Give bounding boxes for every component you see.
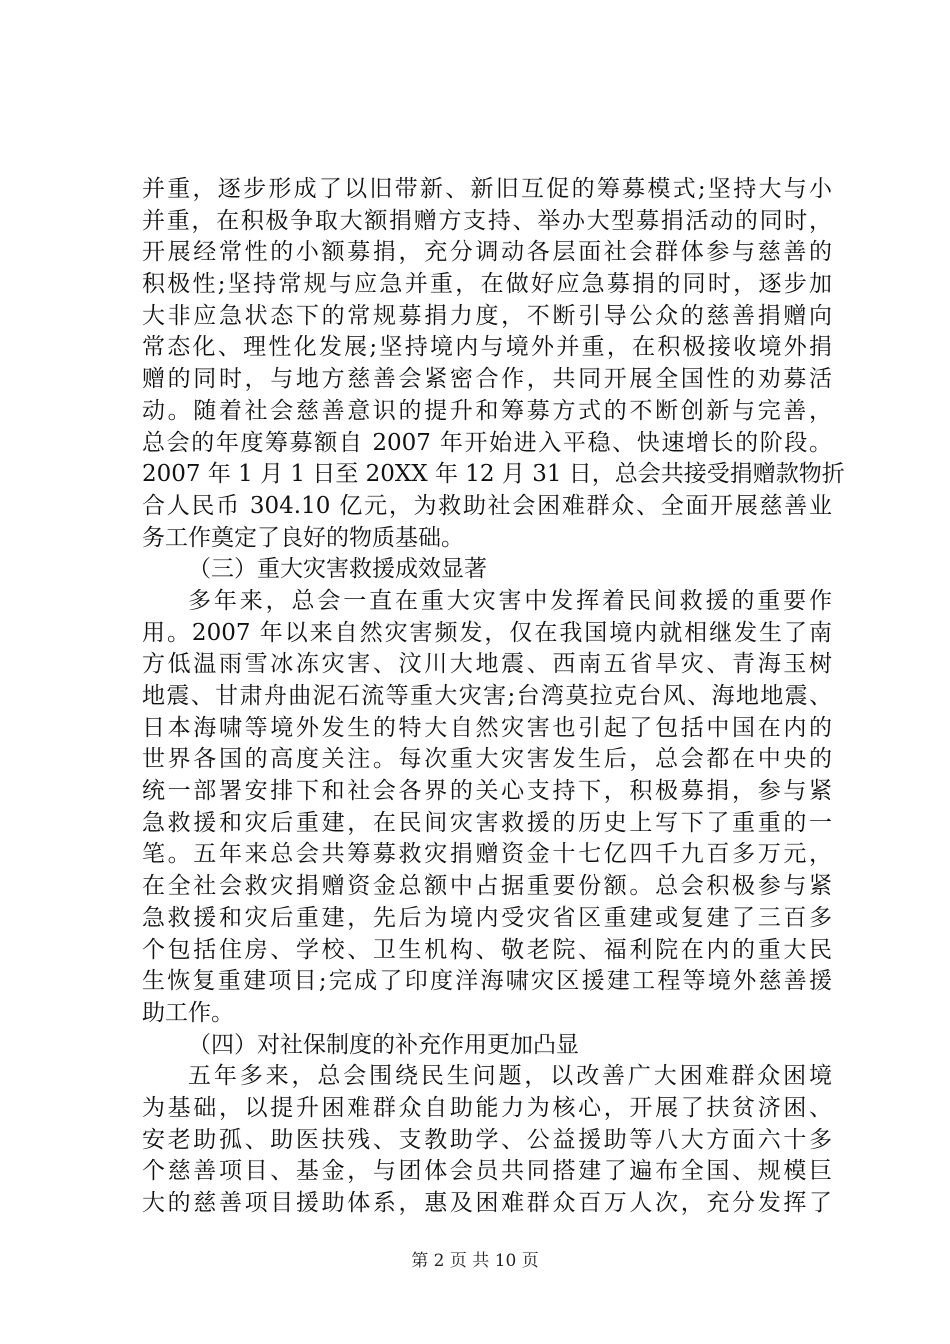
paragraph-line: 个慈善项目、基金，与团体会员共同搭建了遍布全国、规模巨 — [142, 1158, 832, 1185]
paragraph-line: 日本海啸等境外发生的特大自然灾害也引起了包括中国在内的 — [142, 714, 832, 741]
paragraph-line: 安老助孤、助医扶残、支教助学、公益援助等八大方面六十多 — [142, 1126, 832, 1153]
paragraph-line: 五年多来，总会围绕民生问题，以改善广大困难群众困境 — [188, 1063, 832, 1090]
paragraph-line: 赠的同时，与地方慈善会紧密合作，共同开展全国性的劝募活 — [142, 366, 832, 393]
paragraph-line: 生恢复重建项目;完成了印度洋海啸灾区援建工程等境外慈善援 — [142, 968, 832, 995]
paragraph-line: 多年来，总会一直在重大灾害中发挥着民间救援的重要作 — [188, 587, 832, 614]
paragraph-line: 地震、甘肃舟曲泥石流等重大灾害;台湾莫拉克台风、海地地震、 — [142, 683, 832, 709]
page-footer: 第 2 页 共 10 页 — [411, 1251, 539, 1271]
paragraph-line: 合人民币 304.10 亿元，为救助社会困难群众、全面开展慈善业 — [142, 492, 832, 519]
paragraph-line: 世界各国的高度关注。每次重大灾害发生后，总会都在中央的 — [142, 746, 832, 773]
paragraph-line: 统一部署安排下和社会各界的关心支持下，积极募捐，参与紧 — [142, 778, 832, 805]
paragraph-line: 总会的年度筹募额自 2007 年开始进入平稳、快速增长的阶段。 — [142, 429, 832, 456]
section-heading: （四）对社保制度的补充作用更加凸显 — [188, 1031, 579, 1058]
paragraph-line: 为基础，以提升困难群众自助能力为核心，开展了扶贫济困、 — [142, 1094, 832, 1121]
paragraph-line: 动。随着社会慈善意识的提升和筹募方式的不断创新与完善， — [142, 397, 832, 424]
document-body — [142, 174, 845, 1220]
paragraph-line: 2007 年 1 月 1 日至 20XX 年 12 月 31 日，总会共接受捐赠款物折 — [142, 461, 845, 488]
paragraph-line: 急救援和灾后重建，先后为境内受灾省区重建或复建了三百多 — [142, 904, 832, 931]
paragraph-line: 积极性;坚持常规与应急并重，在做好应急募捐的同时，逐步加 — [142, 271, 832, 298]
paragraph-line: 助工作。 — [142, 999, 234, 1026]
paragraph-line: 常态化、理性化发展;坚持境内与境外并重，在积极接收境外捐 — [142, 334, 832, 361]
paragraph-line: 方低温雨雪冰冻灾害、汶川大地震、西南五省旱灾、青海玉树 — [142, 651, 832, 678]
section-heading: （三）重大灾害救援成效显著 — [188, 556, 487, 583]
paragraph-line: 笔。五年来总会共筹募救灾捐赠资金十七亿四千九百多万元， — [142, 841, 832, 868]
paragraph-line: 用。2007 年以来自然灾害频发，仅在我国境内就相继发生了南 — [142, 619, 832, 646]
paragraph-line: 个包括住房、学校、卫生机构、敬老院、福利院在内的重大民 — [142, 936, 832, 963]
paragraph-line: 在全社会救灾捐赠资金总额中占据重要份额。总会积极参与紧 — [142, 873, 832, 900]
paragraph-line: 并重，逐步形成了以旧带新、新旧互促的筹募模式;坚持大与小 — [142, 176, 832, 202]
paragraph-line: 大非应急状态下的常规募捐力度，不断引导公众的慈善捐赠向 — [142, 302, 832, 329]
paragraph-line: 急救援和灾后重建，在民间灾害救援的历史上写下了重重的一 — [142, 809, 832, 836]
paragraph-line: 开展经常性的小额募捐，充分调动各层面社会群体参与慈善的 — [142, 239, 832, 266]
paragraph-line: 大的慈善项目援助体系，惠及困难群众百万人次，充分发挥了 — [142, 1190, 832, 1216]
paragraph-line: 务工作奠定了良好的物质基础。 — [142, 524, 464, 551]
paragraph-line: 并重，在积极争取大额捐赠方支持、举办大型募捐活动的同时， — [142, 207, 832, 234]
